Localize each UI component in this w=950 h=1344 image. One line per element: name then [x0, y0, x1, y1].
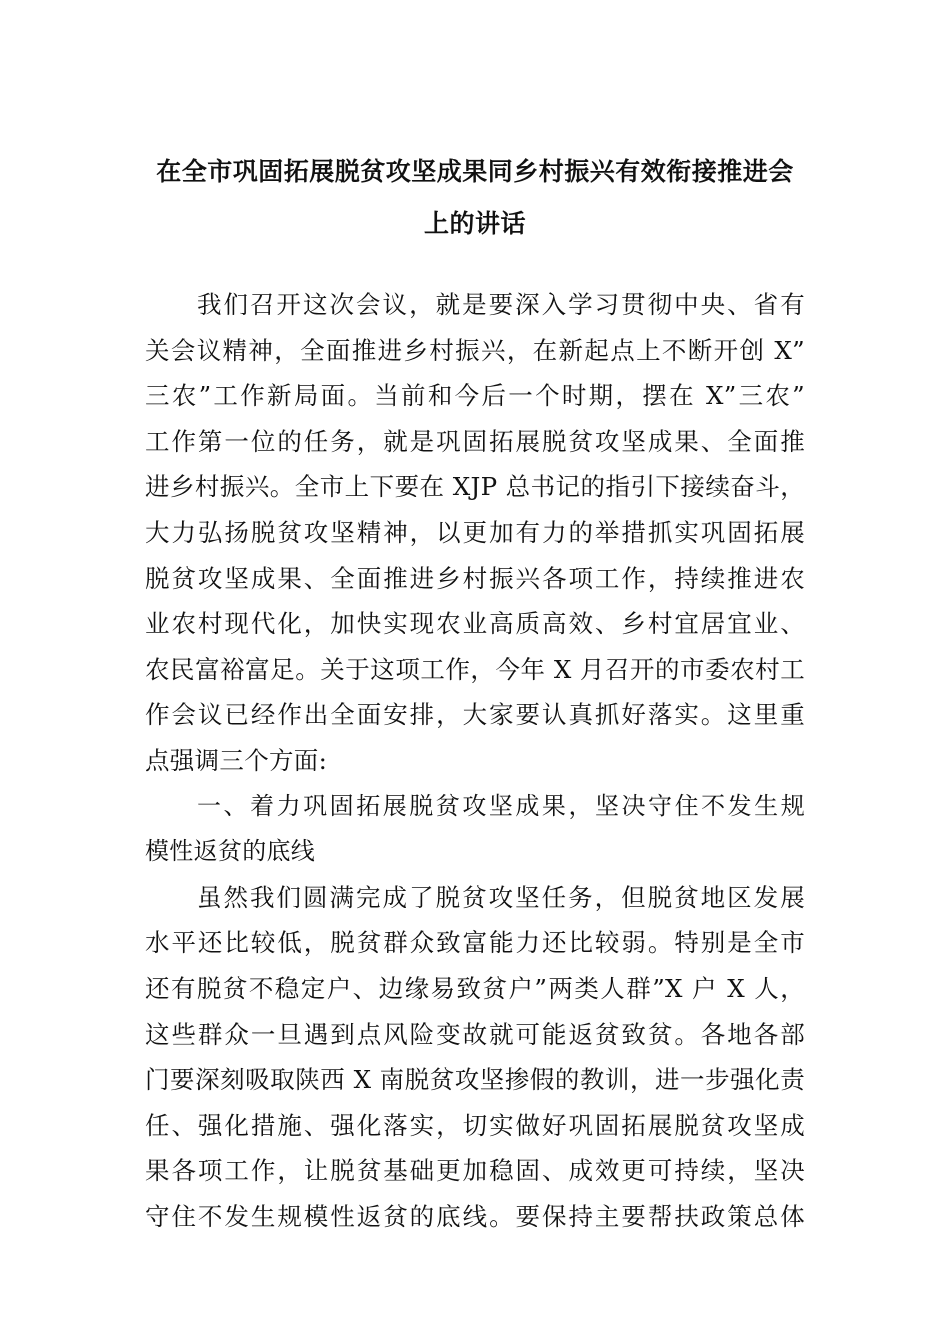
- text-line: 农民富裕富足。关于这项工作，今年 X 月召开的市委农村工: [145, 654, 805, 684]
- section-heading-1: [145, 784, 805, 875]
- text-line: 这些群众一旦遇到点风险变故就可能返贫致贫。各地各部: [145, 1019, 805, 1049]
- text-line: 三农”工作新局面。当前和今后一个时期，摆在 X”三农”: [145, 381, 805, 411]
- text-line: 虽然我们圆满完成了脱贫攻坚任务，但脱贫地区发展: [197, 882, 805, 912]
- document-body: [145, 282, 805, 1239]
- text-line: 我们召开这次会议，就是要深入学习贯彻中央、省有: [197, 290, 805, 319]
- heading-line: 模性返贫的底线: [145, 837, 316, 866]
- paragraph-section-1: [145, 875, 805, 1240]
- text-line: 大力弘扬脱贫攻坚精神，以更加有力的举措抓实巩固拓展: [145, 517, 805, 547]
- text-line: 还有脱贫不稳定户、边缘易致贫户”两类人群”X 户 X 人，: [145, 973, 805, 1003]
- text-line: 守住不发生规模性返贫的底线。要保持主要帮扶政策总体: [145, 1201, 805, 1231]
- text-line: 作会议已经作出全面安排，大家要认真抓好落实。这里重: [145, 700, 805, 730]
- heading-line: 一、着力巩固拓展脱贫攻坚成果，坚决守住不发生规: [197, 791, 805, 820]
- text-line: 关会议精神，全面推进乡村振兴，在新起点上不断开创 X”: [145, 335, 805, 365]
- text-line: 进乡村振兴。全市上下要在 XJP 总书记的指引下接续奋斗，: [145, 472, 805, 502]
- text-line: 业农村现代化，加快实现农业高质高效、乡村宜居宜业、: [145, 609, 805, 639]
- text-line: 点强调三个方面:: [145, 745, 328, 775]
- title-line: 在全市巩固拓展脱贫攻坚成果同乡村振兴有效衔接推进会: [156, 157, 794, 186]
- text-line: 水平还比较低，脱贫群众致富能力还比较弱。特别是全市: [145, 928, 805, 958]
- text-line: 任、强化措施、强化落实，切实做好巩固拓展脱贫攻坚成: [145, 1110, 805, 1140]
- title-line: 上的讲话: [423, 209, 526, 238]
- paragraph-intro: [145, 282, 805, 784]
- text-line: 果各项工作，让脱贫基础更加稳固、成效更可持续，坚决: [145, 1156, 805, 1186]
- document-title: [140, 146, 810, 250]
- text-line: 门要深刻吸取陕西 X 南脱贫攻坚掺假的教训，进一步强化责: [145, 1065, 805, 1095]
- text-line: 工作第一位的任务，就是巩固拓展脱贫攻坚成果、全面推: [145, 426, 805, 456]
- text-line: 脱贫攻坚成果、全面推进乡村振兴各项工作，持续推进农: [145, 563, 805, 593]
